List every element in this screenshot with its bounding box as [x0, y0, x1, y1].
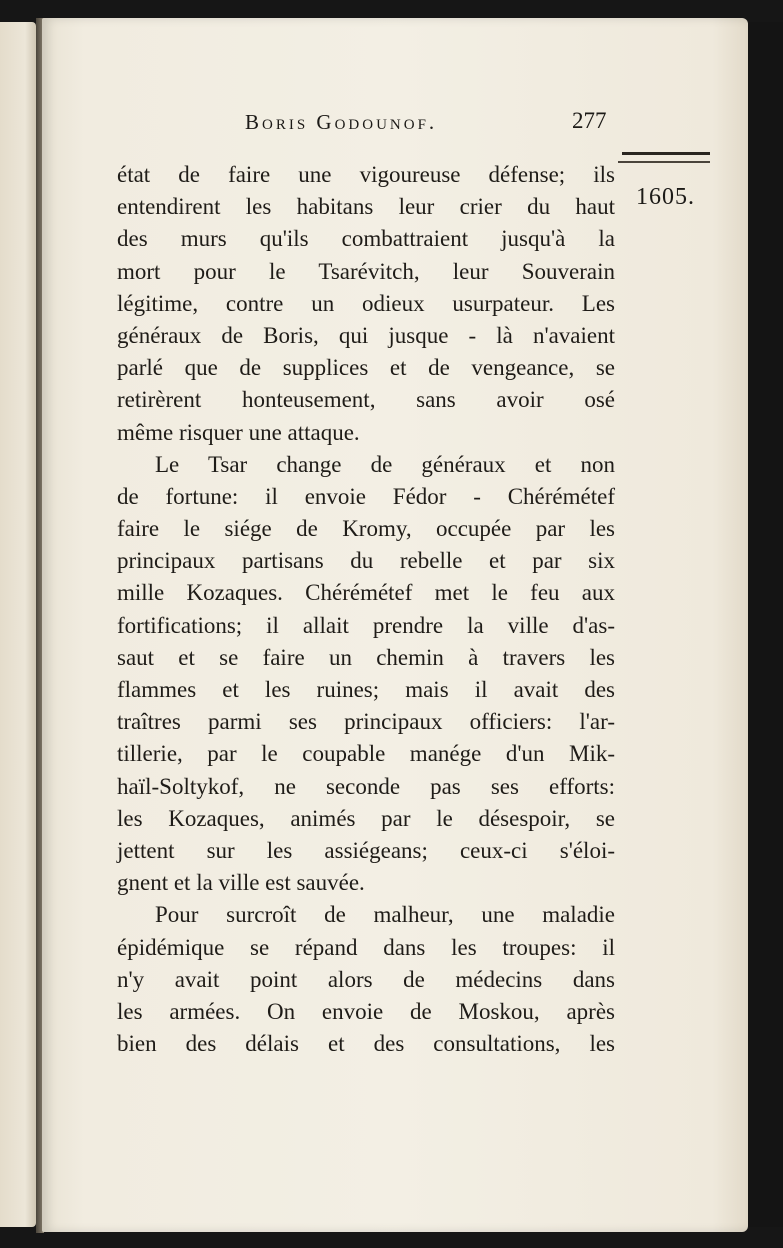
body-text: [117, 159, 615, 1060]
text-line: gnent et la ville est sauvée.: [117, 870, 365, 896]
text-line: les Kozaques, animés par le désespoir, se: [117, 805, 615, 831]
text-line: épidémique se répand dans les troupes: il: [117, 934, 615, 960]
paragraph-start-line: Le Tsar change de généraux et non: [155, 451, 615, 477]
text-line: mort pour le Tsarévitch, leur Souverain: [117, 258, 615, 284]
text-line: tillerie, par le coupable manége d'un Mik-: [117, 741, 615, 767]
text-line: mille Kozaques. Chérémétef met le feu aux: [117, 580, 615, 606]
text-line: même risquer une attaque.: [117, 419, 360, 445]
margin-rule-secondary: [618, 161, 710, 163]
text-line: de fortune: il envoie Fédor - Chérémétef: [117, 483, 615, 509]
text-line: entendirent les habitans leur crier du haut: [117, 194, 615, 220]
text-line: n'y avait point alors de médecins dans: [117, 966, 615, 992]
text-line: principaux partisans du rebelle et par six: [117, 548, 615, 574]
text-line: faire le siége de Kromy, occupée par les: [117, 516, 615, 542]
text-line: parlé que de supplices et de vengeance, se: [117, 355, 615, 381]
text-line: état de faire une vigoureuse défense; ils: [117, 162, 615, 187]
text-line: flammes et les ruines; mais il avait des: [117, 677, 615, 702]
scan-background: [748, 22, 783, 1227]
page-header: [42, 106, 748, 142]
text-line: légitime, contre un odieux usurpateur. Les: [117, 290, 615, 316]
left-page-edge: [0, 22, 36, 1227]
text-line: les armées. On envoie de Moskou, après: [117, 998, 615, 1024]
text-line: saut et se faire un chemin à travers les: [117, 644, 615, 670]
page-number: 277: [572, 108, 607, 133]
paragraph-start-line: Pour surcroît de malheur, une maladie: [155, 902, 615, 928]
text-line: fortifications; il allait prendre la ville d'as-: [117, 612, 615, 638]
text-line: des murs qu'ils combattraient jusqu'à la: [117, 226, 615, 252]
text-line: retirèrent honteusement, sans avoir osé: [117, 387, 615, 413]
text-line: généraux de Boris, qui jusque - là n'avaient: [117, 322, 615, 348]
text-line: jettent sur les assiégeans; ceux-ci s'éloi-: [117, 837, 615, 863]
margin-date: 1605.: [636, 184, 695, 210]
running-title: Boris Godounof.: [245, 110, 438, 134]
book-page: [42, 18, 748, 1232]
text-line: haïl-Soltykof, ne seconde pas ses efforts:: [117, 773, 615, 799]
text-line: traîtres parmi ses principaux officiers: l'ar-: [117, 709, 615, 735]
text-line: bien des délais et des consultations, les: [117, 1031, 615, 1057]
margin-rule: [622, 152, 710, 155]
